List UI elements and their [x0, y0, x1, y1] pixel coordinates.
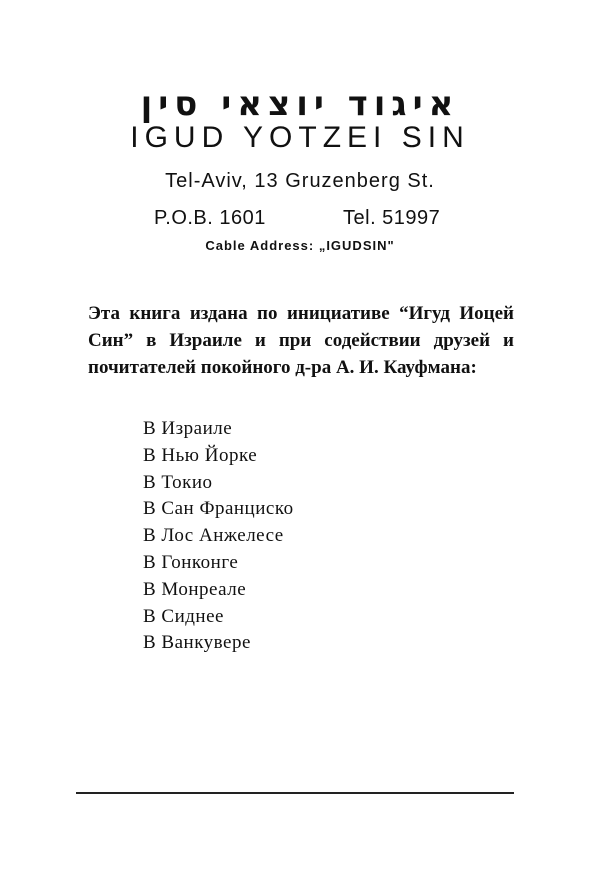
list-item: В Сан Франциско: [143, 498, 294, 520]
list-item: В Токио: [143, 471, 213, 493]
list-item: В Израиле: [143, 418, 233, 439]
list-item: В Гонконге: [143, 551, 239, 573]
intro-paragraph: Эта книга издана по инициативе “Игуд Иоцей Син” в Израиле и при содействии друзей и почитателей покойного д-ра А. И. Кауфмана:: [88, 303, 514, 378]
city-list: [143, 416, 294, 657]
cable-address: Cable Address: „IGUDSIN": [205, 238, 395, 253]
list-item: В Монреале: [143, 578, 247, 600]
hebrew-organization-title: איגוד יוצאי סין: [140, 84, 460, 124]
list-item: В Ванкувере: [143, 632, 251, 654]
telephone: Tel. 51997: [343, 207, 441, 229]
organization-title: IGUD YOTZEI SIN: [130, 121, 470, 154]
list-item: В Нью Йорке: [143, 444, 258, 466]
list-item: В Лос Анжелесе: [143, 525, 284, 547]
po-box: P.O.B. 1601: [154, 207, 266, 229]
street-address: Tel-Aviv, 13 Gruzenberg St.: [165, 170, 435, 192]
list-item: В Сиднее: [143, 605, 224, 627]
footer-divider: [76, 792, 514, 794]
